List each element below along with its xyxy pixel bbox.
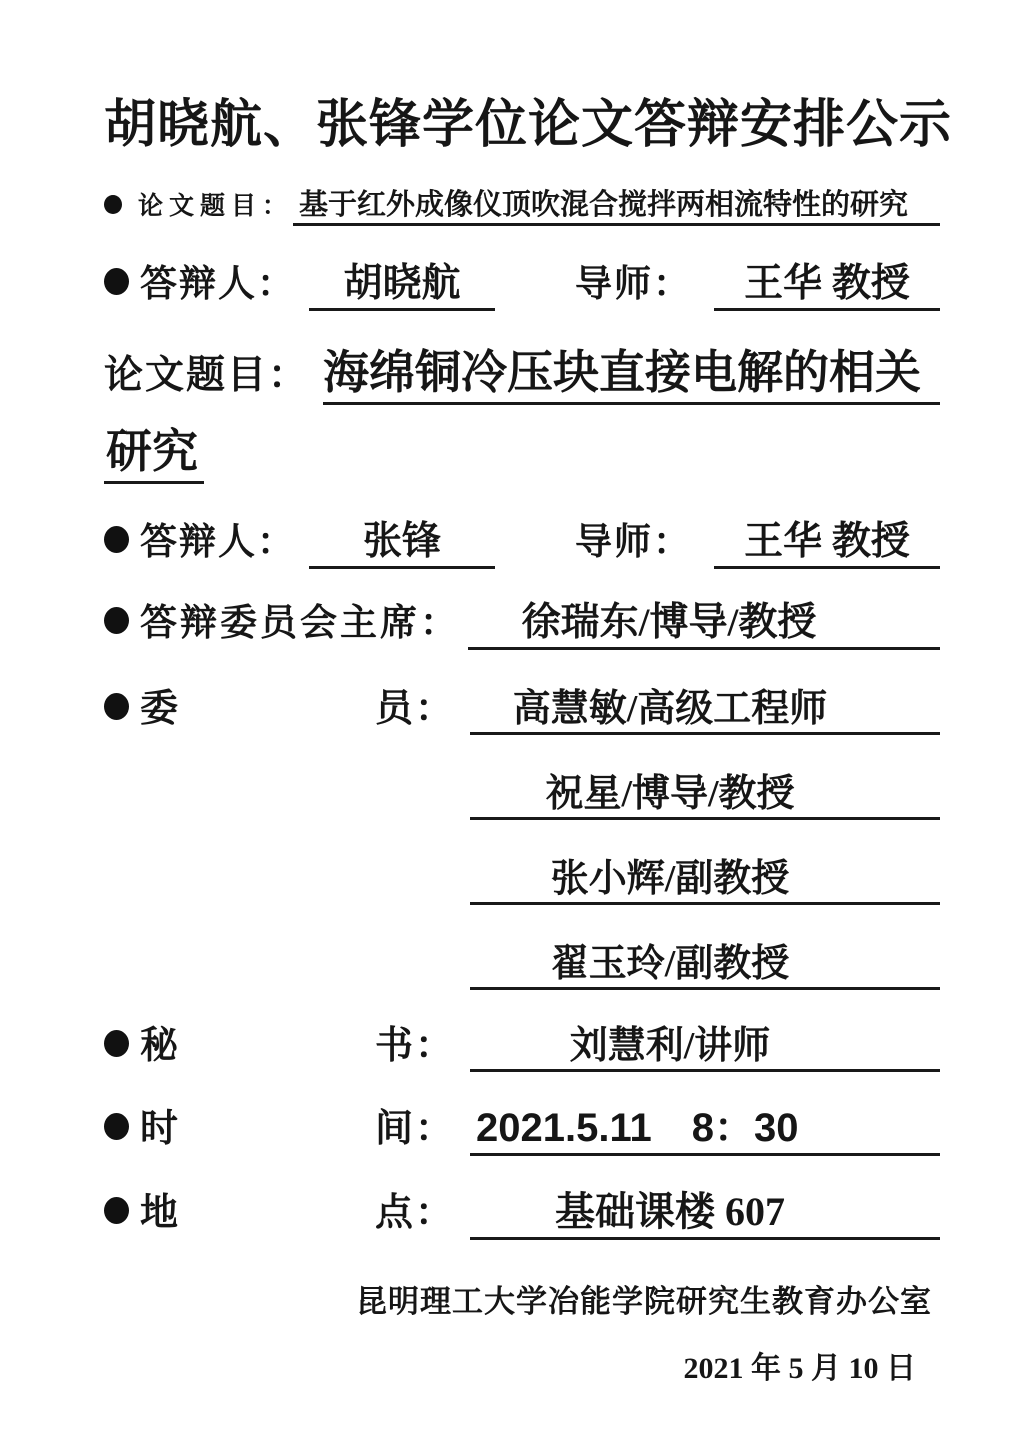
bullet-icon xyxy=(104,1197,129,1224)
bullet-icon xyxy=(104,268,129,295)
secretary-label-first: 秘 xyxy=(140,1025,181,1067)
advisor-name: 王华 教授 xyxy=(714,252,940,311)
member-name: 祝星/博导/教授 xyxy=(470,762,940,820)
defender-label: 答辩人： xyxy=(140,521,296,562)
page-title: 胡晓航、张锋学位论文答辩安排公示 xyxy=(104,96,953,154)
place-label xyxy=(140,1181,455,1236)
defender-label: 答辩人： xyxy=(140,263,296,304)
chair-name: 徐瑞东/博导/教授 xyxy=(468,591,940,650)
time-value: 2021.5.11 8：30 xyxy=(470,1096,940,1156)
advisor-name: 王华 教授 xyxy=(714,510,940,569)
committee-member-row xyxy=(104,762,940,820)
issue-date: 2021 年 5 月 10 日 xyxy=(683,1352,916,1385)
topic-value-line1: 海绵铜冷压块直接电解的相关 xyxy=(323,336,940,405)
advisor-label: 导师： xyxy=(575,263,692,304)
secretary-label xyxy=(140,1014,455,1069)
topic-label: 论文题目： xyxy=(104,354,310,397)
topic-label: 论文题目： xyxy=(138,192,294,220)
defender-name: 张锋 xyxy=(309,510,495,569)
bullet-icon xyxy=(104,526,129,553)
committee-chair-row xyxy=(104,591,940,650)
issuing-office: 昆明理工大学冶能学院研究生教育办公室 xyxy=(356,1284,932,1319)
advisor-label: 导师： xyxy=(575,521,692,562)
bullet-icon xyxy=(104,693,129,720)
place-row xyxy=(104,1180,940,1240)
defender-row-2 xyxy=(104,510,940,569)
member-label xyxy=(140,677,455,732)
bullet-icon xyxy=(104,1113,129,1140)
time-label-rest: 间： xyxy=(374,1108,455,1150)
committee-member-row xyxy=(104,677,940,735)
chair-label: 答辩委员会主席： xyxy=(140,602,460,643)
thesis-topic-row-2 xyxy=(104,336,940,405)
member-label-first: 委 xyxy=(140,688,181,730)
place-value: 基础课楼 607 xyxy=(470,1180,940,1240)
secretary-row xyxy=(104,1014,940,1072)
secretary-name: 刘慧利/讲师 xyxy=(470,1014,940,1072)
place-label-rest: 点： xyxy=(374,1192,455,1234)
member-name: 翟玉玲/副教授 xyxy=(470,932,940,990)
member-name: 张小辉/副教授 xyxy=(470,847,940,905)
thesis-topic-row-1 xyxy=(104,182,940,226)
place-label-first: 地 xyxy=(140,1192,181,1234)
topic-value-line2: 研究 xyxy=(104,415,204,484)
secretary-label-rest: 书： xyxy=(374,1025,455,1067)
time-row xyxy=(104,1096,940,1156)
topic-value: 基于红外成像仪顶吹混合搅拌两相流特性的研究 xyxy=(293,182,940,226)
member-label-rest: 员： xyxy=(374,688,455,730)
bullet-icon xyxy=(104,195,122,214)
thesis-topic-row-2-continued xyxy=(104,415,940,484)
defender-row-1 xyxy=(104,252,940,311)
bullet-icon xyxy=(104,1030,129,1057)
defender-name: 胡晓航 xyxy=(309,252,495,311)
committee-member-row xyxy=(104,932,940,990)
time-label-first: 时 xyxy=(140,1108,181,1150)
time-label xyxy=(140,1097,455,1152)
bullet-icon xyxy=(104,607,129,634)
committee-member-row xyxy=(104,847,940,905)
member-name: 高慧敏/高级工程师 xyxy=(470,677,940,735)
